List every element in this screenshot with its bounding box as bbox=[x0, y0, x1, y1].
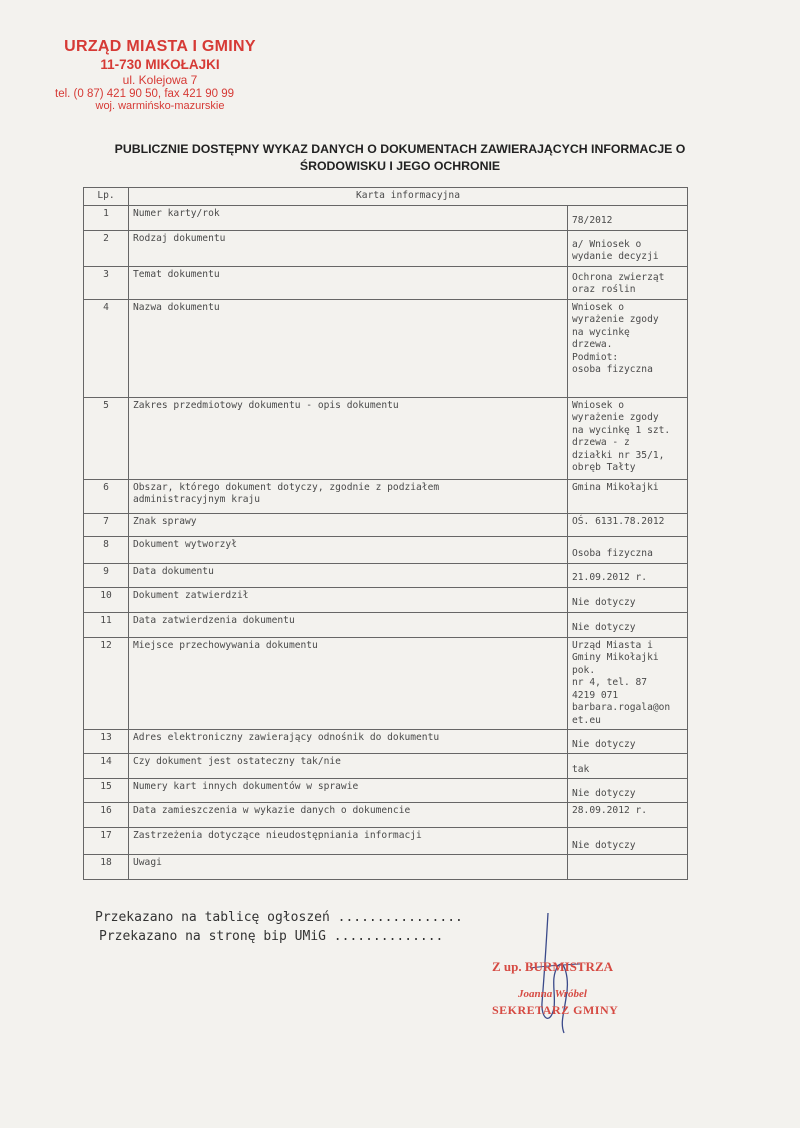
row-number: 11 bbox=[84, 612, 129, 637]
table-row bbox=[84, 513, 688, 536]
stamp-voivodeship: woj. warmińsko-mazurskie bbox=[95, 100, 225, 112]
row-value: Gmina Mikołajki bbox=[568, 479, 688, 513]
table-row bbox=[84, 637, 688, 730]
row-value: Wniosek o wyrażenie zgody na wycinkę drzewa. Podmiot: osoba fizyczna bbox=[568, 299, 688, 397]
row-number: 12 bbox=[84, 637, 129, 730]
header-card: Karta informacyjna bbox=[129, 188, 688, 206]
row-label: Rodzaj dokumentu bbox=[129, 230, 568, 266]
signature-name: Joanna Wróbel bbox=[518, 988, 587, 1000]
row-number: 13 bbox=[84, 730, 129, 754]
row-number: 6 bbox=[84, 479, 129, 513]
row-number: 18 bbox=[84, 855, 129, 880]
row-value: Nie dotyczy bbox=[568, 779, 688, 803]
table-row bbox=[84, 612, 688, 637]
row-value: Osoba fizyczna bbox=[568, 536, 688, 563]
row-value: OŚ. 6131.78.2012 bbox=[568, 513, 688, 536]
office-stamp bbox=[55, 38, 265, 112]
table-row bbox=[84, 730, 688, 754]
stamp-office-name: URZĄD MIASTA I GMINY bbox=[64, 38, 256, 55]
stamp-postal-code: 11-730 MIKOŁAJKI bbox=[100, 57, 220, 72]
table-row bbox=[84, 587, 688, 612]
row-label: Czy dokument jest ostateczny tak/nie bbox=[129, 754, 568, 779]
row-value: Urząd Miasta i Gminy Mikołajki pok. nr 4, tel. 87 4219 071 barbara.rogala@on et.eu bbox=[568, 637, 688, 730]
row-label: Data zatwierdzenia dokumentu bbox=[129, 612, 568, 637]
row-number: 14 bbox=[84, 754, 129, 779]
row-label: Nazwa dokumentu bbox=[129, 299, 568, 397]
table-header-row bbox=[84, 188, 688, 206]
row-label: Znak sprawy bbox=[129, 513, 568, 536]
signature-position: SEKRETARZ GMINY bbox=[492, 1003, 619, 1017]
table-row bbox=[84, 803, 688, 828]
row-label: Data dokumentu bbox=[129, 563, 568, 587]
row-value: Ochrona zwierząt oraz roślin bbox=[568, 266, 688, 299]
row-value: a/ Wniosek o wydanie decyzji bbox=[568, 230, 688, 266]
stamp-phone: tel. (0 87) 421 90 50, fax 421 90 99 bbox=[55, 88, 235, 100]
row-number: 17 bbox=[84, 828, 129, 855]
row-value: 28.09.2012 r. bbox=[568, 803, 688, 828]
row-label: Data zamieszczenia w wykazie danych o dokumencie bbox=[129, 803, 568, 828]
row-label: Zakres przedmiotowy dokumentu - opis dokumentu bbox=[129, 397, 568, 479]
row-label: Uwagi bbox=[129, 855, 568, 880]
table-row bbox=[84, 266, 688, 299]
title-line-2: ŚRODOWISKU I JEGO OCHRONIE bbox=[299, 159, 501, 173]
row-value: 78/2012 bbox=[568, 205, 688, 230]
table-row bbox=[84, 563, 688, 587]
row-number: 8 bbox=[84, 536, 129, 563]
table-row bbox=[84, 779, 688, 803]
row-number: 10 bbox=[84, 587, 129, 612]
footer-notice-board: Przekazano na tablicę ogłoszeń ................ bbox=[95, 910, 463, 925]
signature-on-behalf: Z up. BURMISTRZA bbox=[492, 959, 614, 974]
row-label: Numer karty/rok bbox=[129, 205, 568, 230]
row-label: Dokument zatwierdził bbox=[129, 587, 568, 612]
table-row bbox=[84, 299, 688, 397]
information-card-table bbox=[83, 187, 688, 880]
row-number: 4 bbox=[84, 299, 129, 397]
row-value: tak bbox=[568, 754, 688, 779]
table-row bbox=[84, 855, 688, 880]
row-number: 2 bbox=[84, 230, 129, 266]
row-label: Zastrzeżenia dotyczące nieudostępniania informacji bbox=[129, 828, 568, 855]
row-value: 21.09.2012 r. bbox=[568, 563, 688, 587]
table-row bbox=[84, 536, 688, 563]
row-value: Wniosek o wyrażenie zgody na wycinkę 1 szt. drzewa - z działki nr 35/1, obręb Tałty bbox=[568, 397, 688, 479]
header-lp: Lp. bbox=[84, 188, 129, 206]
row-number: 15 bbox=[84, 779, 129, 803]
row-label: Numery kart innych dokumentów w sprawie bbox=[129, 779, 568, 803]
row-label: Obszar, którego dokument dotyczy, zgodnie z podziałem administracyjnym kraju bbox=[129, 479, 568, 513]
title-line-1: PUBLICZNIE DOSTĘPNY WYKAZ DANYCH O DOKUMENTACH ZAWIERAJĄCYCH INFORMACJE O bbox=[114, 142, 686, 156]
row-number: 9 bbox=[84, 563, 129, 587]
row-label: Adres elektroniczny zawierający odnośnik do dokumentu bbox=[129, 730, 568, 754]
document-title bbox=[70, 141, 730, 175]
row-number: 3 bbox=[84, 266, 129, 299]
row-number: 7 bbox=[84, 513, 129, 536]
row-value: Nie dotyczy bbox=[568, 612, 688, 637]
row-number: 5 bbox=[84, 397, 129, 479]
row-value: Nie dotyczy bbox=[568, 828, 688, 855]
footer-bip: Przekazano na stronę bip UMiG .............. bbox=[99, 929, 444, 944]
stamp-street: ul. Kolejowa 7 bbox=[122, 73, 198, 87]
table-row bbox=[84, 205, 688, 230]
row-label: Dokument wytworzył bbox=[129, 536, 568, 563]
table-row bbox=[84, 397, 688, 479]
row-label: Miejsce przechowywania dokumentu bbox=[129, 637, 568, 730]
table-row bbox=[84, 230, 688, 266]
row-value: Nie dotyczy bbox=[568, 730, 688, 754]
row-number: 16 bbox=[84, 803, 129, 828]
row-value: Nie dotyczy bbox=[568, 587, 688, 612]
table-row bbox=[84, 828, 688, 855]
row-number: 1 bbox=[84, 205, 129, 230]
table-row bbox=[84, 754, 688, 779]
table-row bbox=[84, 479, 688, 513]
row-value bbox=[568, 855, 688, 880]
row-label: Temat dokumentu bbox=[129, 266, 568, 299]
